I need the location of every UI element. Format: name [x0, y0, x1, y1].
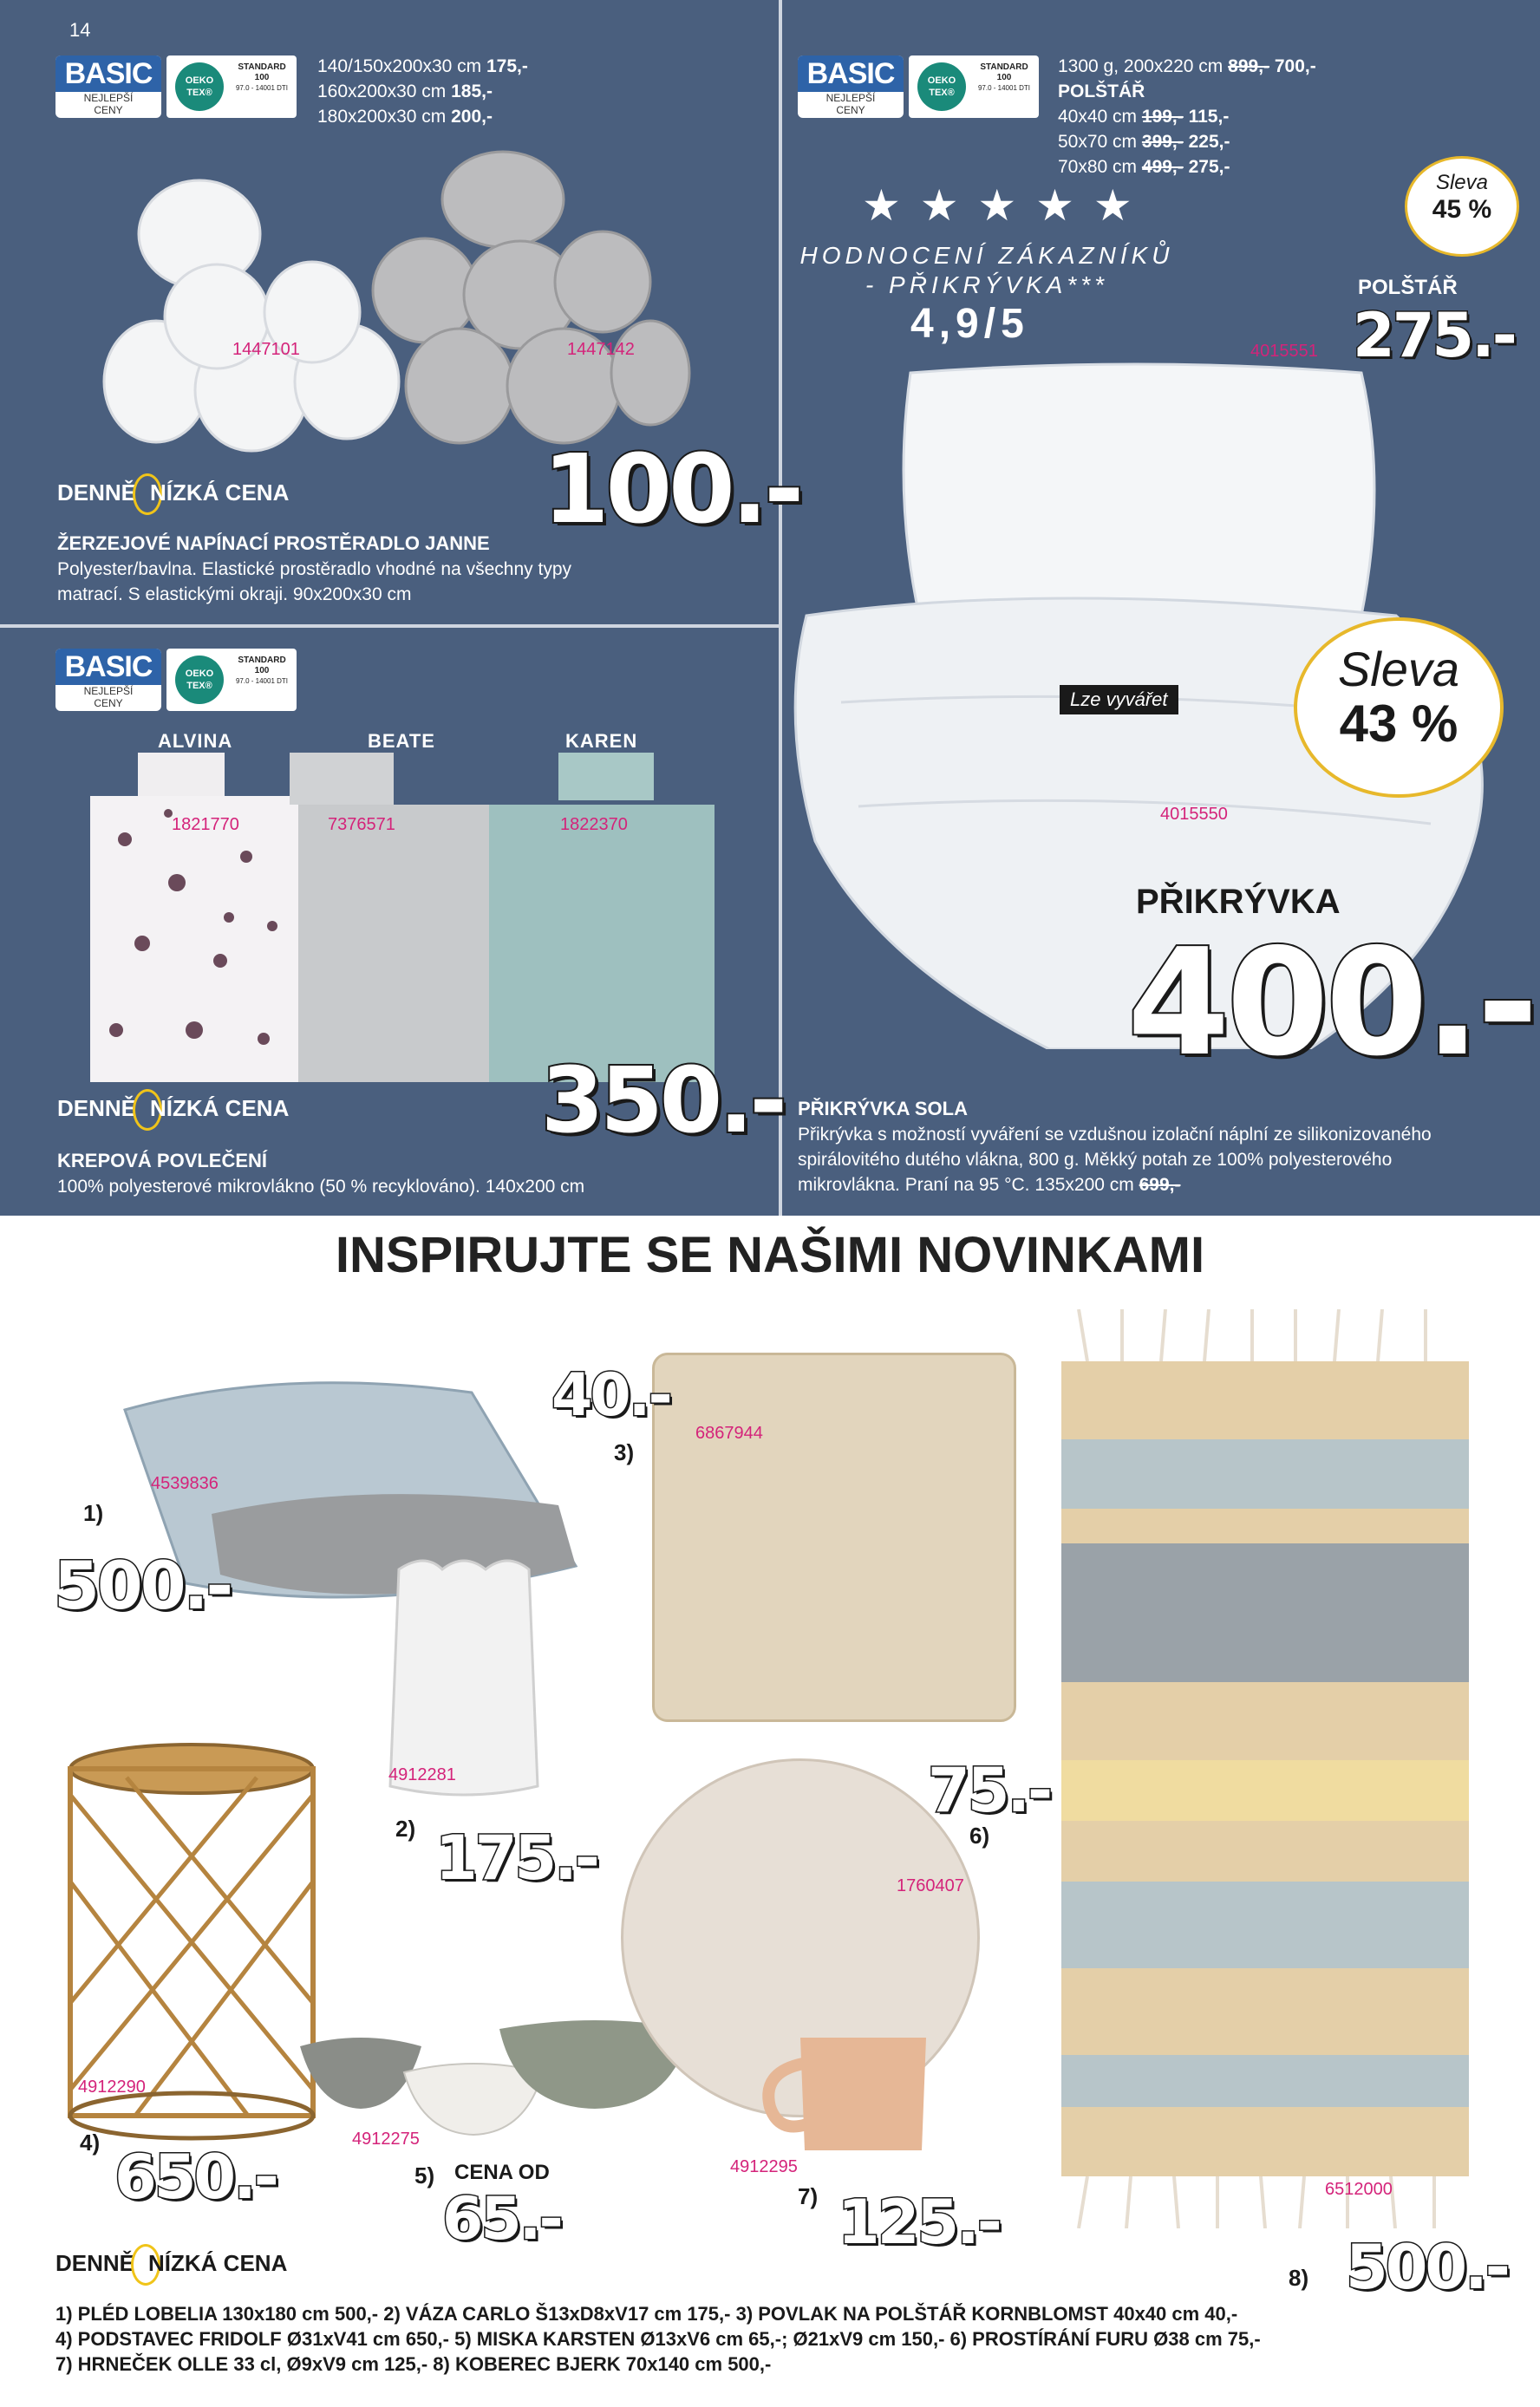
sheet-code-white: 1447101	[232, 340, 300, 359]
rating-stars: ★ ★ ★ ★ ★	[862, 181, 1136, 230]
item8-number: 8)	[1289, 2265, 1309, 2291]
sheet-desc: Polyester/bavlna. Elastické prostěradlo vhodné na všechny typy matrací. S elastickými okraji. 90x200x30 cm	[57, 559, 571, 604]
sleva-43-bubble: Sleva 43 %	[1294, 617, 1504, 798]
rating-value: 4,9/5	[910, 301, 1029, 347]
washable-tag: Lze vyvářet	[1060, 685, 1178, 714]
pillow-price: 275.-	[1353, 300, 1515, 371]
oeko-tex-badge: OEKO TEX® STANDARD 100 97.0 - 14001 DTI	[166, 55, 297, 118]
basic-badge: BASIC NEJLEPŠÍ CENY	[55, 55, 161, 118]
duvet-sizes: 1300 g, 200x220 cm 899,- 700,- POLŠTÁŘ 40x40 cm 199,- 115,- 50x70 cm 399,- 225,- 70x80 cm 499,- 275,-	[1058, 56, 1316, 177]
item7-number: 7)	[798, 2183, 819, 2209]
basic-badge-3: BASIC NEJLEPŠÍ CENY	[798, 55, 904, 118]
item5-number: 5)	[414, 2162, 435, 2188]
bedding-image	[90, 753, 715, 1082]
item1-number: 1)	[83, 1500, 104, 1526]
bedding-price: 350.-	[541, 1047, 784, 1153]
daily-low-price-logo-3: DENNĚ NÍZKÁ CENA	[55, 2244, 287, 2286]
pillow-cover-image	[652, 1353, 1016, 1722]
item4-number: 4)	[80, 2130, 101, 2156]
item3-number: 3)	[614, 1439, 635, 1465]
rating-label: HODNOCENÍ ZÁKAZNÍKŮ - PŘIKRÝVKA***	[799, 242, 1174, 298]
vertical-divider	[779, 0, 782, 1216]
bedding-name-alvina: ALVINA	[158, 730, 233, 752]
sheet-price: 100.-	[543, 434, 801, 545]
inspire-footer: 1) PLÉD LOBELIA 130x180 cm 500,- 2) VÁZA CARLO Š13xD8xV17 cm 175,- 3) POVLAK NA POLŠTÁŘ KORNBLOMST 40x40 cm 40,- 4) PODSTAVEC FRIDOLF Ø31xV41 cm 650,- 5) MISKA KARSTEN Ø13xV6 cm 65,-; Ø21xV9 cm 150,- 6) PROSTÍRÁNÍ FURU Ø38 cm 75,- 7) HRNEČEK OLLE 33 cl, Ø9xV9 cm 125,- 8) KOBEREC BJERK 70x140 cm 500,-	[55, 2303, 1261, 2375]
item2-price: 175.-	[435, 1823, 597, 1894]
duvet-title: PŘIKRÝVKA SOLA	[798, 1098, 968, 1119]
item3-code: 6867944	[695, 1424, 763, 1443]
page-number: 14	[69, 19, 91, 41]
daily-low-price-logo-2: DENNĚ NÍZKÁ CENA	[57, 1089, 289, 1131]
item6-price: 75.-	[928, 1755, 1051, 1826]
item5-code: 4912275	[352, 2130, 420, 2149]
horizontal-divider	[0, 624, 779, 628]
duvet-desc: Přikrývka s možností vyváření se vzdušnou izolační náplní ze silikonizovaného spirálovitého dutého vlákna, 800 g. Měkký potah ze 100% polyesterového mikrovlákna. Praní na 95 °C. 135x200 cm 699,-	[798, 1125, 1432, 1195]
mug-image	[761, 2029, 935, 2159]
item3-price: 40.-	[551, 1361, 670, 1430]
item2-code: 4912281	[388, 1765, 456, 1784]
oeko-tex-badge-2: OEKO TEX® STANDARD 100 97.0 - 14001 DTI	[166, 649, 297, 711]
rug-image	[1053, 1309, 1486, 2228]
duvet-label: PŘIKRÝVKA	[1136, 883, 1341, 921]
daily-low-price-logo: DENNĚ NÍZKÁ CENA	[57, 473, 289, 515]
oeko-tex-badge-3: OEKO TEX® STANDARD 100 97.0 - 14001 DTI	[909, 55, 1039, 118]
item5-price: 65.-	[442, 2185, 561, 2254]
item4-price: 650.-	[114, 2142, 277, 2213]
sheet-title: ŽERZEJOVÉ NAPÍNACÍ PROSTĚRADLO JANNE	[57, 532, 490, 554]
item6-number: 6)	[969, 1823, 990, 1849]
bedding-name-karen: KAREN	[565, 730, 638, 752]
basic-badge-2: BASIC NEJLEPŠÍ CENY	[55, 649, 161, 711]
bedding-name-beate: BEATE	[368, 730, 435, 752]
pillow-price-label: POLŠTÁŘ	[1358, 276, 1458, 299]
item7-price: 125.-	[838, 2187, 1000, 2258]
bowls-image	[291, 2012, 699, 2142]
bedding-desc: 100% polyesterové mikrovlákno (50 % recyklováno). 140x200 cm	[57, 1177, 585, 1197]
item1-price: 500.-	[54, 1547, 232, 1624]
pillow-code: 4015551	[1250, 342, 1318, 361]
item6-code: 1760407	[897, 1876, 964, 1895]
bedding-code-alvina: 1821770	[172, 815, 239, 834]
bedding-title: KREPOVÁ POVLEČENÍ	[57, 1150, 268, 1171]
item7-code: 4912295	[730, 2157, 798, 2176]
item4-code: 4912290	[78, 2078, 146, 2097]
bedding-code-beate: 7376571	[328, 815, 395, 834]
sleva-45-bubble: Sleva 45 %	[1405, 156, 1519, 257]
item5-prefix: CENA OD	[454, 2161, 550, 2184]
duvet-price: 400.-	[1127, 917, 1535, 1089]
rolled-sheets-image	[95, 139, 694, 460]
sheet-sizes: 140/150x200x30 cm 175,- 160x200x30 cm 185,- 180x200x30 cm 200,-	[317, 56, 528, 127]
item8-code: 6512000	[1325, 2180, 1393, 2199]
item1-code: 4539836	[151, 1474, 219, 1493]
item8-price: 500.-	[1346, 2232, 1508, 2303]
inspire-heading: INSPIRUJTE SE NAŠIMI NOVINKAMI	[335, 1227, 1205, 1283]
bedding-code-karen: 1822370	[560, 815, 628, 834]
item2-number: 2)	[395, 1816, 416, 1842]
duvet-code: 4015550	[1160, 805, 1228, 824]
sheet-code-grey: 1447142	[567, 340, 635, 359]
